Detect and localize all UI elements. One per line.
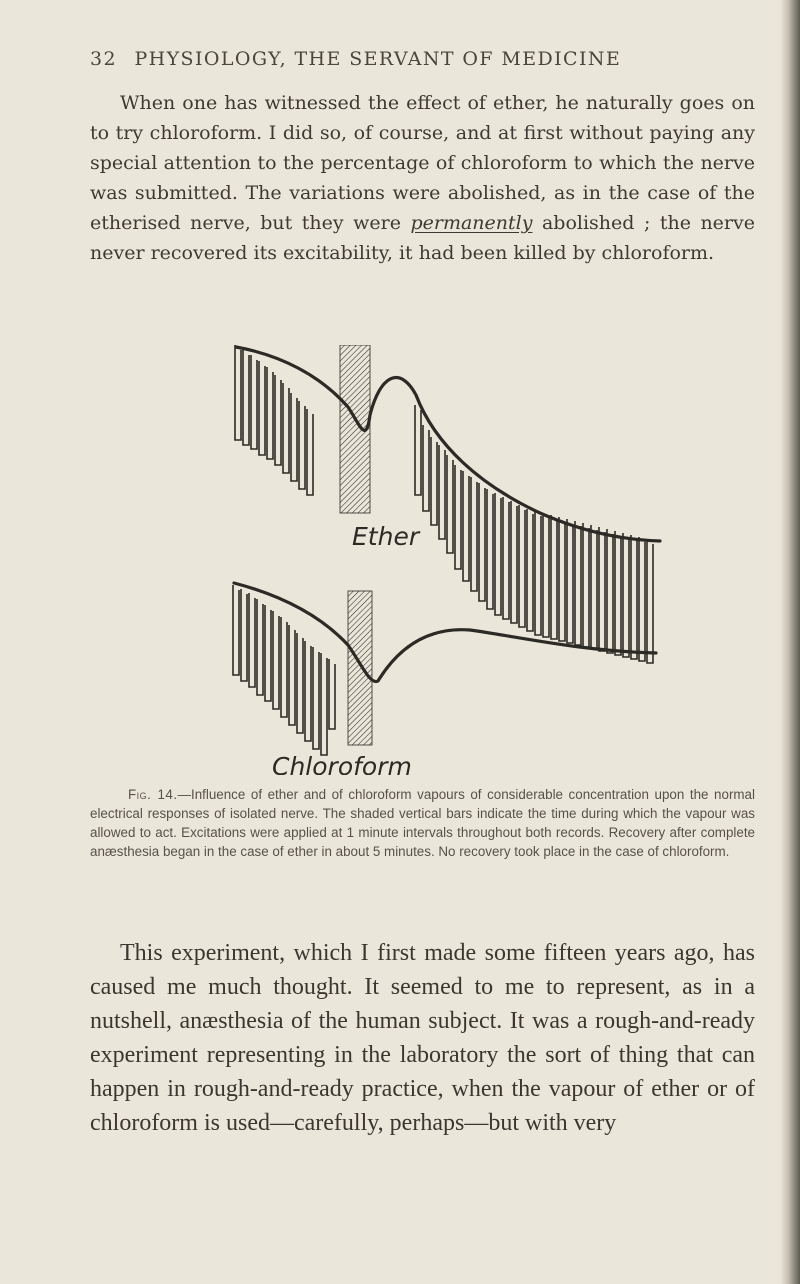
response-spike bbox=[329, 659, 335, 729]
paragraph1-text-b: abolished ; the nerve never recovered its excitability, it had been killed by chloroform. bbox=[90, 212, 755, 264]
response-spike bbox=[259, 361, 265, 455]
response-spike bbox=[281, 617, 287, 717]
response-spike bbox=[267, 367, 273, 459]
response-spike bbox=[313, 647, 319, 749]
chloroform-label: Chloroform bbox=[272, 752, 412, 775]
running-title: PHYSIOLOGY, THE SERVANT OF MEDICINE bbox=[134, 48, 622, 70]
vapour-shaded-bar bbox=[348, 591, 372, 745]
response-spike bbox=[631, 535, 637, 659]
response-spike bbox=[291, 393, 297, 481]
response-spike bbox=[243, 350, 249, 445]
response-spike bbox=[599, 527, 605, 651]
response-spike bbox=[623, 533, 629, 657]
response-spike bbox=[495, 493, 501, 615]
closing-paragraph bbox=[90, 936, 755, 1140]
figure-14-nerve-response-records bbox=[220, 345, 680, 775]
response-spike bbox=[543, 513, 549, 637]
caption-text: —Influence of ether and of chloroform vapours of considerable concentration upon the normal electrical responses of isolated nerve. The shaded vertical bars indicate the time during which the vapour was allowed to act. Excitations were applied at 1 minute intervals throughout both records. Recovery after complete anæsthesia began in the case of ether in about 5 minutes. No recovery took place in the case of chloroform. bbox=[90, 787, 755, 859]
response-spike bbox=[307, 409, 313, 495]
response-spike bbox=[527, 509, 533, 631]
paragraph2-text: This experiment, which I first made some fifteen years ago, has caused me much thought. It seemed to me to represent, as in a nutshell, anæsthesia of the human subject. It was a rough-and-ready experiment representing in the laboratory the sort of thing that can happen in rough-and-ready practice, when the vapour of ether or of chloroform is used—carefully, perhaps—but with very bbox=[90, 940, 755, 1136]
response-spike bbox=[273, 611, 279, 709]
response-spike bbox=[299, 401, 305, 489]
response-spike bbox=[559, 517, 565, 641]
response-spike bbox=[257, 599, 263, 695]
running-header bbox=[90, 48, 621, 70]
emphasis-permanently: permanently bbox=[410, 212, 533, 234]
paragraph1-text-a: When one has witnessed the effect of ether, he naturally goes on to try chloroform. I did so, of course, and at first without paying any special attention to the percentage of chloroform to which the nerve was submitted. The variations were abolished, as in the case of the etherised nerve, but they were bbox=[90, 92, 755, 234]
page-number: 32 bbox=[90, 48, 117, 70]
response-spike bbox=[265, 605, 271, 701]
response-spike bbox=[519, 505, 525, 627]
response-spike bbox=[305, 641, 311, 741]
response-spike bbox=[463, 471, 469, 581]
response-spike bbox=[431, 437, 437, 525]
response-spike bbox=[487, 489, 493, 609]
response-spike bbox=[567, 519, 573, 643]
ether-label: Ether bbox=[352, 522, 420, 551]
response-spike bbox=[551, 515, 557, 639]
response-spike bbox=[479, 483, 485, 601]
response-spike bbox=[607, 529, 613, 653]
response-spike bbox=[511, 501, 517, 623]
response-spike bbox=[647, 539, 653, 663]
response-spike bbox=[249, 593, 255, 687]
response-spike bbox=[233, 585, 239, 675]
response-spike bbox=[575, 521, 581, 645]
figure-caption bbox=[90, 785, 755, 861]
response-spike bbox=[275, 375, 281, 465]
response-spike bbox=[503, 497, 509, 619]
response-spike bbox=[535, 511, 541, 635]
response-spike bbox=[639, 537, 645, 661]
response-spike bbox=[423, 425, 429, 511]
response-spike bbox=[283, 383, 289, 473]
response-spike bbox=[439, 445, 445, 539]
opening-paragraph bbox=[90, 88, 755, 268]
figure-number: Fig. 14. bbox=[128, 787, 178, 802]
response-spike bbox=[583, 523, 589, 647]
response-spike bbox=[235, 345, 241, 440]
book-spine-edge bbox=[780, 0, 800, 1284]
response-spike bbox=[471, 477, 477, 591]
response-spike bbox=[251, 355, 257, 449]
response-spike bbox=[289, 625, 295, 725]
response-spike bbox=[415, 405, 421, 495]
ether-record bbox=[235, 345, 660, 663]
response-spike bbox=[447, 455, 453, 553]
response-spike bbox=[591, 525, 597, 649]
response-spike bbox=[297, 633, 303, 733]
chloroform-record bbox=[233, 583, 656, 755]
response-spike bbox=[321, 653, 327, 755]
response-spike bbox=[615, 531, 621, 655]
response-spike bbox=[455, 465, 461, 569]
response-spike bbox=[241, 589, 247, 681]
